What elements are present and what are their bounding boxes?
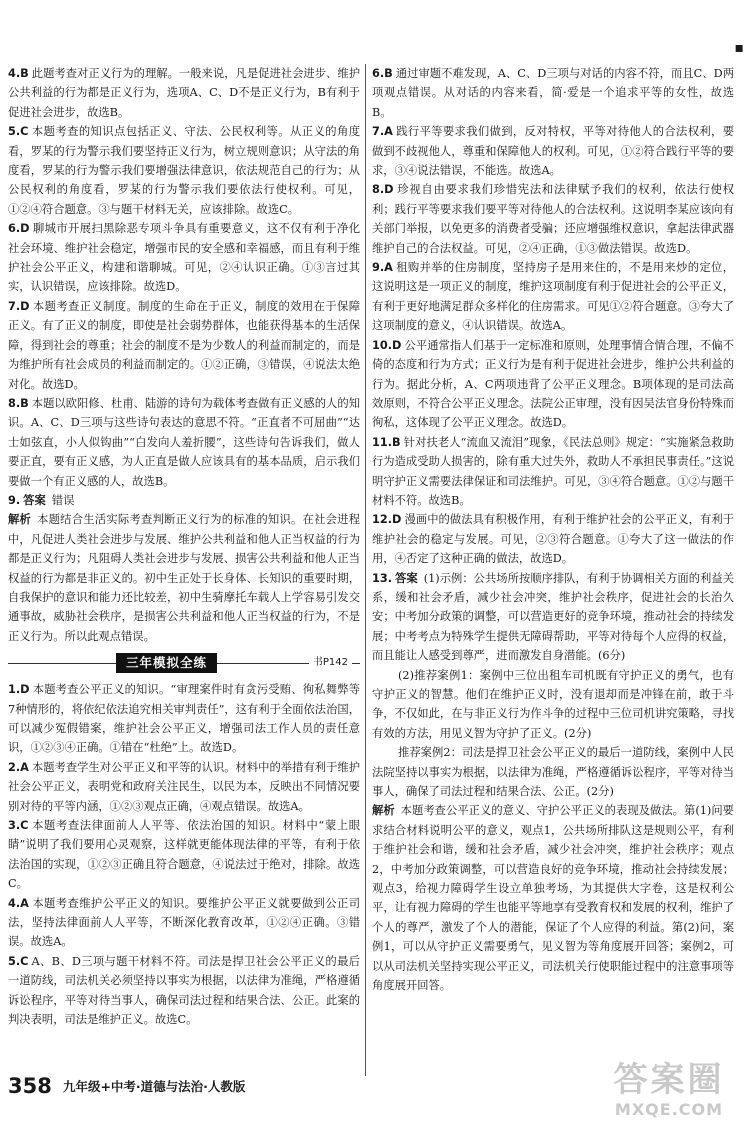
answer-number: 2.A bbox=[8, 760, 29, 774]
answer-number: 8.B bbox=[8, 396, 29, 410]
answer-number: 12.D bbox=[372, 513, 402, 527]
watermark-domain: MXQE.COM bbox=[614, 1100, 724, 1119]
answer-item bbox=[8, 297, 360, 394]
answer-item bbox=[8, 758, 360, 816]
answer-number: 11.B bbox=[372, 435, 401, 449]
answer-item bbox=[8, 122, 360, 219]
answer-13-explanation bbox=[372, 801, 734, 995]
left-answers-group-a bbox=[8, 64, 360, 491]
answer-item bbox=[372, 510, 734, 568]
answer-text: 本题考查学生对公平正义和平等的认识。材料中的举措有利于维护社会公平正义，表明党和政府关注民生，以民为本，反映出不同情况要别对待的平等内涵，①②③观点正确，④观点错误。故选A。 bbox=[8, 760, 360, 813]
answer-text: 本题考查正义制度。制度的生命在于正义，制度的效用在于保障正义。有了正义的制度，即使是社会弱势群体，也能获得基本的生活保障，得到社会的尊重；社会的制度不是为少数人的利益而制定的，而是为维护所有社会成员的利益而制定的。①②正确，③错误，④说法太绝对化。故选D。 bbox=[8, 299, 360, 391]
right-column bbox=[372, 64, 734, 996]
column-divider bbox=[365, 64, 366, 1076]
answer-number: 4.B bbox=[8, 67, 29, 80]
answer-item bbox=[8, 394, 360, 491]
answer-key-label: 答案 bbox=[23, 493, 46, 507]
left-column bbox=[8, 64, 360, 1030]
answer-item bbox=[8, 816, 360, 894]
answer-13 bbox=[372, 569, 734, 666]
answer-text: 践行平等要求我们做到，反对特权，平等对待他人的合法权利，要做到不歧视他人，尊重和保障他人的权利。可见，①②符合践行平等的要求，③④说法错误，不能选。故选A。 bbox=[372, 125, 734, 178]
answer-number: 7.A bbox=[372, 125, 393, 139]
answer-item bbox=[372, 433, 734, 511]
answer-item bbox=[372, 122, 734, 180]
answer-text: 针对扶老人“流血又流泪”现象，《民法总则》规定：“实施紧急救助行为造成受助人损害的，除有重大过失外，救助人不承担民事责任。”这说明守护正义需要法律保证和司法维护。可见，③④符合题意。①②与题干材料不符。故选B。 bbox=[372, 435, 734, 507]
answer-key-text: 错误 bbox=[51, 493, 75, 507]
answer-number: 3.C bbox=[8, 819, 29, 833]
answer-number: 9.A bbox=[372, 261, 393, 275]
answer-13-part3: 推荐案例2：司法是捍卫社会公平正义的最后一道防线，案例中人民法院坚持以事实为根据，以法律为准绳，严格遵循诉讼程序，平等对待当事人，确保了司法过程和结果合法、公正。(2分) bbox=[372, 746, 734, 799]
answer-item bbox=[8, 952, 360, 1030]
answer-number: 1.D bbox=[8, 683, 30, 697]
answer-item bbox=[372, 64, 734, 122]
answer-item bbox=[372, 180, 734, 258]
answer-item bbox=[8, 219, 360, 297]
answer-text: 聊城市开展扫黑除恶专项斗争具有重要意义，这不仅有利于净化社会环境、维护社会稳定，增强市民的安全感和幸福感，而且有利于维护社会公平正义，构建和谐聊城。可见，②④认识正确。①③言过其实，认识错误，应该排除。故选D。 bbox=[8, 222, 360, 294]
answer-text: 本题考查公平正义的知识。“审理案件时有贪污受贿、徇私舞弊等7种情形的，将依纪依法追究相关审判责任”，这有利于全面依法治国，可以减少冤假错案，维护社会公平正义，增强司法工作人员的责任意识，①②③④正确。①错在“杜绝”上。故选D。 bbox=[8, 683, 360, 755]
answer-text: 此题考查对正义行为的理解。一般来说，凡是促进社会进步、维护公共利益的行为都是正义行为，选项A、C、D不是正义行为，B有利于促进社会进步，故选B。 bbox=[8, 67, 360, 119]
watermark-title: 答案圈 bbox=[613, 1060, 725, 1100]
answer-number: 7.D bbox=[8, 299, 30, 313]
page-footer bbox=[8, 1074, 245, 1098]
answer-number: 6.B bbox=[372, 67, 393, 80]
answer-number: 6.D bbox=[8, 222, 30, 236]
answer-text: A、B、D三项与题干材料不符。司法是捍卫社会公平正义的最后一道防线，司法机关必须坚持以事实为根据，以法律为准绳，严格遵循诉讼程序，平等对待当事人，确保司法过程和结果合法、公正。此案的判决表明，司法是维护正义。故选C。 bbox=[8, 954, 360, 1027]
answer-text: 本题以欧阳修、杜甫、陆游的诗句为载体考查做有正义感的人的知识。A、C、D三项与这些诗句表达的意思不符。“正直者不可屈曲”“达士如弦直，小人似钩曲”“白发向人羞折腰”，这些诗句告诉我们，做人要正直，要有正义感，为人正直是做人应该具有的基本品质，启示我们要做一个有正义感的人，故选B。 bbox=[8, 396, 360, 488]
explanation-text: 本题结合生活实际考查判断正义行为的标准的知识。在社会进程中，凡促进人类社会进步与发展、维护公共利益和他人正当权益的行为都是正义行为；凡阻碍人类社会进步与发展、损害公共利益和他人正当权益的行为都是非正义的。初中生正处于长身体、长知识的重要时期，自我保护的意识和能力还比较差，初中生骑摩托车载人上学容易引发交通事故，威胁社会秩序，是损害公共利益和他人正当权益的行为，不是正义行为。所以此观点错误。 bbox=[8, 513, 360, 643]
section-header bbox=[8, 650, 360, 676]
answer-text: 租购并举的住房制度，坚持房子是用来住的，不是用来炒的定位，这说明这是一项正义的制度，维护这项制度有利于促进社会的公平正义，有利于更好地满足群众多样化的住房需求。可见①②符合题意。③夸大了这项制度的意义，④认识错误。故选A。 bbox=[372, 261, 734, 333]
answer-text: 本题考查的知识点包括正义、守法、公民权利等。从正义的角度看，罗某的行为警示我们要坚持正义行为，树立规则意识；从守法的角度看，罗某的行为警示我们要增强法律意识，依法规范自己的行为；从公民权利的角度看，罗某的行为警示我们要依法行使权利。可见，①②④符合题意。③与题干材料无关，应该排除。故选C。 bbox=[8, 125, 360, 216]
answer-number: 9. bbox=[8, 493, 21, 507]
answer-number: 5.C bbox=[8, 954, 29, 968]
answer-item bbox=[8, 894, 360, 952]
explanation-label: 解析 bbox=[372, 804, 395, 818]
answer-text: 本题考查维护公平正义的知识。要维护公平正义就要做到公正司法，坚持法律面前人人平等，不断深化教育改革，①②④正确。③错误。故选A。 bbox=[8, 896, 360, 949]
answer-item bbox=[372, 258, 734, 336]
answer-number: 13. bbox=[372, 571, 393, 585]
explanation-label: 解析 bbox=[8, 513, 32, 527]
book-title: 九年级+中考·道德与法治·人教版 bbox=[62, 1079, 246, 1094]
right-answers-group bbox=[372, 64, 734, 569]
section-reference: 书P142 bbox=[309, 654, 352, 672]
answer-number: 8.D bbox=[372, 183, 394, 197]
answer-13-part1: (1)示例：公共场所按顺序排队，有利于协调相关方面的利益关系，缓和社会矛盾，减少社会冲突，维护社会秩序，促进社会的长治久安；中考加分政策的调整，可以营造更好的竞争环境，推动社会的持续发展；中考考点为特殊学生提供无障碍帮助，平等对待每个人应得的权益，而且能让人感受到尊严，进而激发自身潜能。(6分) bbox=[372, 571, 734, 663]
left-answers-group-b bbox=[8, 680, 360, 1029]
answer-text: 本题考查法律面前人人平等、依法治国的知识。材料中“蒙上眼睛”说明了我们要用心灵观察，这样就更能体现法律的平等，有利于依法治国的实现，①②③正确且符合题意，④说法过于绝对，排除。故选C。 bbox=[8, 819, 360, 891]
answer-13-part2: (2)推荐案例1：案例中三位出租车司机既有守护正义的勇气，也有守护正义的智慧。他们在维护正义时，没有退却而是冲锋在前，敢于斗争，不仅如此，在与非正义行为作斗争的过程中三位司机讲究策略，寻找有效的方法，用见义智为守护了正义。(2分) bbox=[372, 668, 734, 740]
answer-item bbox=[8, 680, 360, 758]
corner-mark: ▪ bbox=[734, 40, 744, 56]
answer-text: 通过审题不难发现，A、C、D三项与对话的内容不符，而且C、D两项观点错误。从对话的内容来看，简·爱是一个追求平等的女性，故选B。 bbox=[372, 67, 734, 119]
answer-item bbox=[372, 336, 734, 433]
answer-item bbox=[8, 64, 360, 122]
answer-number: 4.A bbox=[8, 896, 29, 910]
answer-number: 10.D bbox=[372, 338, 402, 352]
answer-number: 5.C bbox=[8, 125, 29, 139]
answer-text: 公平通常指人们基于一定标准和原则，处理事情合情合理，不偏不倚的态度和行为方式；正义行为是有利于促进社会进步，维护公共利益的行为。据此分析，A、C两项违背了公平正义理念。B项体现的是司法高效原则，不符合公平正义理念。法院公正审理，没有因吴法官身份特殊而徇私，这体现了公平正义理念。故选D。 bbox=[372, 338, 734, 430]
answer-9-explanation bbox=[8, 510, 360, 646]
answer-text: 珍视自由要求我们珍惜宪法和法律赋予我们的权利，依法行使权利；践行平等要求我们要平等对待他人的合法权利。这说明李某应该向有关部门举报，以免更多的消费者受骗；还应增强维权意识，拿起法律武器维护自己的合法权益。可见，②④正确，①③做法错误。故选D。 bbox=[372, 183, 734, 255]
section-badge: 三年模拟全练 bbox=[116, 653, 217, 673]
answer-9 bbox=[8, 491, 360, 510]
answer-key-label: 答案 bbox=[395, 571, 418, 585]
explanation-text: 本题考查公平正义的意义、守护公平正义的表现及做法。第(1)问要求结合材料说明公平的意义，观点1，公共场所排队这是规则公平，有利于维护社会和谐，缓和社会矛盾，减少社会冲突，维护社会秩序；观点2，中考加分政策调整，可以营造良好的竞争环境，推动社会持续发展；观点3，给视力障碍学生设立单独考场，为其提供大字卷，这是权利公平，让有视力障碍的学生也能平等地享有受教育权和发展的权利，维护了个人的尊严，激发了个人的潜能，保证了个人应得的利益。第(2)问，案例1，可以从守护正义需要勇气，见义智为等角度展开回答；案例2，可以从司法机关坚持实现公平正义，司法机关行使职能过程中的注意事项等角度展开回答。 bbox=[372, 804, 734, 993]
page-number: 358 bbox=[8, 1074, 52, 1098]
answer-text: 漫画中的做法具有积极作用，有利于维护社会的公平正义，有利于维护社会的稳定与发展。可见，②③符合题意。①夸大了这一做法的作用，④否定了这种正确的做法，故选D。 bbox=[372, 513, 734, 566]
watermark-logo bbox=[594, 1060, 744, 1122]
